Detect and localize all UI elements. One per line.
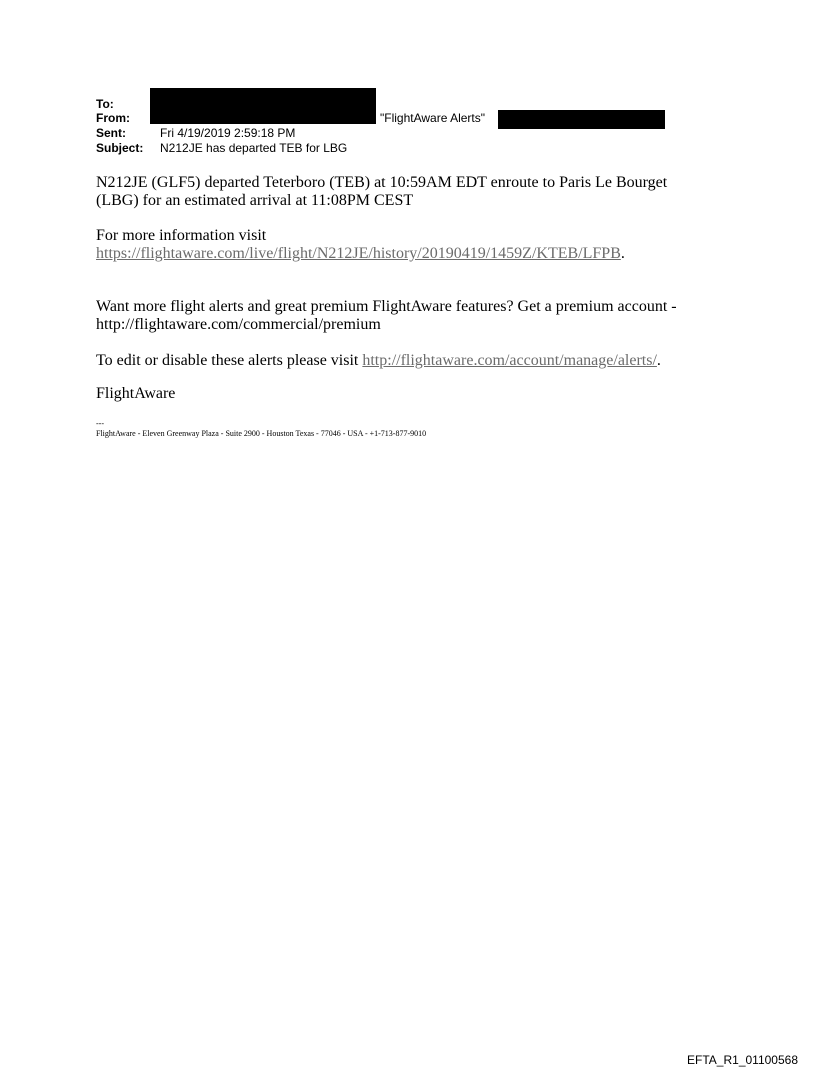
- sent-label: Sent:: [96, 126, 126, 140]
- signature-text: FlightAware: [96, 385, 176, 402]
- alerts-link-period: .: [656, 352, 661, 369]
- premium-line-1: Want more flight alerts and great premium FlightAware features? Get a premium account -: [96, 298, 677, 315]
- subject-value: N212JE has departed TEB for LBG: [160, 141, 348, 155]
- from-label: From:: [96, 111, 130, 125]
- document-id: EFTA_R1_01100568: [687, 1053, 798, 1067]
- more-info-paragraph: [96, 227, 716, 263]
- signature: [96, 385, 716, 403]
- manage-alerts-link[interactable]: http://flightaware.com/account/manage/alerts/: [362, 352, 657, 369]
- edit-alerts-paragraph: [96, 352, 716, 370]
- departure-paragraph: [96, 174, 716, 210]
- flight-history-link[interactable]: https://flightaware.com/live/flight/N212JE/history/20190419/1459Z/KTEB/LFPB: [96, 245, 621, 262]
- premium-paragraph: [96, 298, 716, 334]
- footer-address: FlightAware - Eleven Greenway Plaza - Suite 2900 - Houston Texas - 77046 - USA - +1-713-877-9010: [96, 429, 427, 438]
- from-display-name: "FlightAware Alerts": [380, 111, 486, 125]
- departure-line-2: (LBG) for an estimated arrival at 11:08PM CEST: [96, 192, 414, 209]
- subject-label: Subject:: [96, 141, 144, 155]
- footer-separator: ---: [96, 419, 104, 428]
- more-info-text: For more information visit: [96, 227, 267, 244]
- edit-alerts-text: To edit or disable these alerts please visit: [96, 352, 359, 369]
- redaction-block-to: [150, 88, 376, 124]
- redaction-block-from-address: [498, 110, 665, 129]
- departure-line-1: N212JE (GLF5) departed Teterboro (TEB) at 10:59AM EDT enroute to Paris Le Bourget: [96, 174, 668, 191]
- sent-value: Fri 4/19/2019 2:59:18 PM: [160, 126, 296, 140]
- to-label: To:: [96, 97, 114, 111]
- premium-line-2: http://flightaware.com/commercial/premium: [96, 316, 381, 333]
- flight-link-period: .: [620, 245, 625, 262]
